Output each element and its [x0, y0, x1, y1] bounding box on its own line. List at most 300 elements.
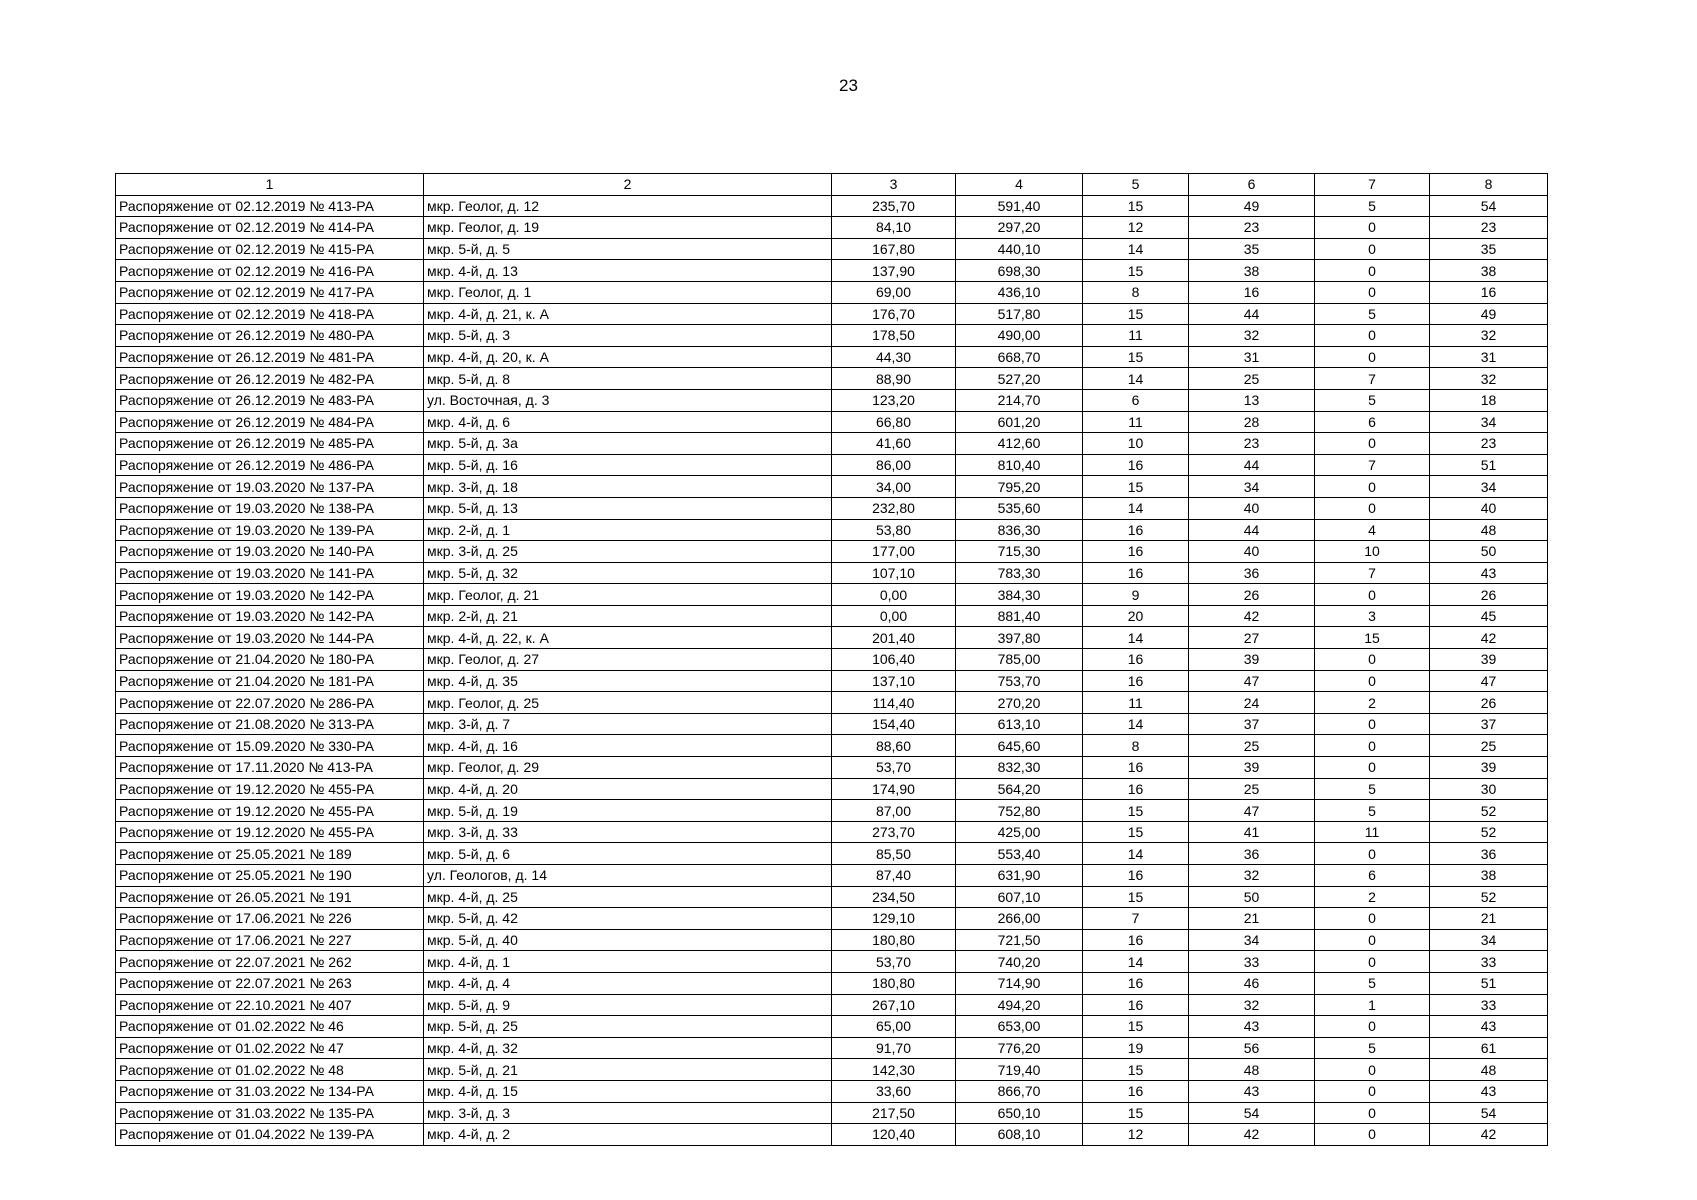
value-cell: 668,70 [956, 346, 1083, 368]
value-cell: 34 [1430, 411, 1548, 433]
table-row [116, 692, 1548, 714]
value-cell: 47 [1430, 670, 1548, 692]
order-cell: Распоряжение от 02.12.2019 № 414-РА [116, 217, 424, 239]
value-cell: 42 [1430, 1124, 1548, 1146]
value-cell: 234,50 [832, 886, 956, 908]
value-cell: 7 [1083, 908, 1189, 930]
table-row [116, 951, 1548, 973]
address-cell: мкр. 5-й, д. 25 [424, 1016, 832, 1038]
table-row [116, 217, 1548, 239]
order-cell: Распоряжение от 19.03.2020 № 144-РА [116, 627, 424, 649]
value-cell: 9 [1083, 584, 1189, 606]
address-cell: мкр. Геолог, д. 29 [424, 757, 832, 779]
value-cell: 54 [1430, 1102, 1548, 1124]
value-cell: 41 [1189, 821, 1315, 843]
value-cell: 36 [1430, 843, 1548, 865]
value-cell: 14 [1083, 713, 1189, 735]
value-cell: 776,20 [956, 1037, 1083, 1059]
value-cell: 36 [1189, 562, 1315, 584]
value-cell: 35 [1430, 238, 1548, 260]
value-cell: 783,30 [956, 562, 1083, 584]
value-cell: 91,70 [832, 1037, 956, 1059]
order-cell: Распоряжение от 19.12.2020 № 455-РА [116, 821, 424, 843]
address-cell: мкр. 5-й, д. 8 [424, 368, 832, 390]
value-cell: 0 [1315, 476, 1430, 498]
table-row [116, 195, 1548, 217]
value-cell: 232,80 [832, 497, 956, 519]
value-cell: 35 [1189, 238, 1315, 260]
value-cell: 19 [1083, 1037, 1189, 1059]
value-cell: 6 [1315, 865, 1430, 887]
value-cell: 48 [1430, 1059, 1548, 1081]
address-cell: мкр. 4-й, д. 13 [424, 260, 832, 282]
value-cell: 37 [1430, 713, 1548, 735]
order-cell: Распоряжение от 19.03.2020 № 142-РА [116, 584, 424, 606]
value-cell: 715,30 [956, 541, 1083, 563]
table-row [116, 519, 1548, 541]
value-cell: 6 [1083, 389, 1189, 411]
value-cell: 0 [1315, 1124, 1430, 1146]
table-row [116, 389, 1548, 411]
column-header: 4 [956, 174, 1083, 196]
value-cell: 180,80 [832, 929, 956, 951]
value-cell: 34,00 [832, 476, 956, 498]
value-cell: 23 [1189, 217, 1315, 239]
value-cell: 10 [1083, 433, 1189, 455]
value-cell: 42 [1189, 605, 1315, 627]
value-cell: 0 [1315, 843, 1430, 865]
address-cell: мкр. 5-й, д. 19 [424, 800, 832, 822]
value-cell: 591,40 [956, 195, 1083, 217]
address-cell: мкр. 4-й, д. 32 [424, 1037, 832, 1059]
table-row [116, 1124, 1548, 1146]
value-cell: 114,40 [832, 692, 956, 714]
address-cell: мкр. 4-й, д. 1 [424, 951, 832, 973]
value-cell: 87,40 [832, 865, 956, 887]
value-cell: 15 [1083, 1102, 1189, 1124]
order-cell: Распоряжение от 26.12.2019 № 481-РА [116, 346, 424, 368]
value-cell: 2 [1315, 886, 1430, 908]
value-cell: 721,50 [956, 929, 1083, 951]
column-header: 5 [1083, 174, 1189, 196]
table-row [116, 713, 1548, 735]
value-cell: 21 [1430, 908, 1548, 930]
value-cell: 31 [1189, 346, 1315, 368]
value-cell: 25 [1189, 778, 1315, 800]
value-cell: 50 [1189, 886, 1315, 908]
value-cell: 490,00 [956, 325, 1083, 347]
table-row [116, 411, 1548, 433]
value-cell: 16 [1083, 994, 1189, 1016]
address-cell: мкр. 3-й, д. 25 [424, 541, 832, 563]
address-cell: мкр. 3-й, д. 18 [424, 476, 832, 498]
table-row [116, 627, 1548, 649]
value-cell: 167,80 [832, 238, 956, 260]
table-row [116, 649, 1548, 671]
value-cell: 810,40 [956, 454, 1083, 476]
value-cell: 36 [1189, 843, 1315, 865]
value-cell: 107,10 [832, 562, 956, 584]
value-cell: 5 [1315, 195, 1430, 217]
value-cell: 34 [1189, 929, 1315, 951]
value-cell: 43 [1189, 1016, 1315, 1038]
value-cell: 0 [1315, 1016, 1430, 1038]
value-cell: 39 [1430, 649, 1548, 671]
column-header: 2 [424, 174, 832, 196]
value-cell: 0 [1315, 497, 1430, 519]
value-cell: 44,30 [832, 346, 956, 368]
value-cell: 8 [1083, 281, 1189, 303]
value-cell: 15 [1083, 476, 1189, 498]
table-row [116, 929, 1548, 951]
value-cell: 16 [1083, 541, 1189, 563]
value-cell: 41,60 [832, 433, 956, 455]
order-cell: Распоряжение от 26.12.2019 № 480-РА [116, 325, 424, 347]
value-cell: 645,60 [956, 735, 1083, 757]
value-cell: 27 [1189, 627, 1315, 649]
value-cell: 0 [1315, 713, 1430, 735]
address-cell: мкр. 4-й, д. 16 [424, 735, 832, 757]
order-cell: Распоряжение от 01.02.2022 № 47 [116, 1037, 424, 1059]
column-header: 7 [1315, 174, 1430, 196]
value-cell: 32 [1189, 865, 1315, 887]
column-header: 8 [1430, 174, 1548, 196]
value-cell: 14 [1083, 368, 1189, 390]
address-cell: мкр. Геолог, д. 27 [424, 649, 832, 671]
value-cell: 13 [1189, 389, 1315, 411]
order-cell: Распоряжение от 02.12.2019 № 415-РА [116, 238, 424, 260]
value-cell: 43 [1430, 562, 1548, 584]
value-cell: 412,60 [956, 433, 1083, 455]
address-cell: мкр. 3-й, д. 33 [424, 821, 832, 843]
value-cell: 14 [1083, 951, 1189, 973]
value-cell: 56 [1189, 1037, 1315, 1059]
value-cell: 0 [1315, 1102, 1430, 1124]
value-cell: 6 [1315, 411, 1430, 433]
value-cell: 33 [1189, 951, 1315, 973]
value-cell: 43 [1430, 1016, 1548, 1038]
address-cell: мкр. 5-й, д. 5 [424, 238, 832, 260]
value-cell: 33 [1430, 951, 1548, 973]
value-cell: 425,00 [956, 821, 1083, 843]
value-cell: 48 [1430, 519, 1548, 541]
value-cell: 0 [1315, 908, 1430, 930]
value-cell: 494,20 [956, 994, 1083, 1016]
value-cell: 832,30 [956, 757, 1083, 779]
value-cell: 0 [1315, 649, 1430, 671]
table-row [116, 972, 1548, 994]
value-cell: 31 [1430, 346, 1548, 368]
table-row [116, 1037, 1548, 1059]
value-cell: 16 [1083, 454, 1189, 476]
table-row [116, 735, 1548, 757]
value-cell: 42 [1430, 627, 1548, 649]
value-cell: 0 [1315, 325, 1430, 347]
table-row [116, 865, 1548, 887]
value-cell: 553,40 [956, 843, 1083, 865]
order-cell: Распоряжение от 02.12.2019 № 416-РА [116, 260, 424, 282]
value-cell: 39 [1430, 757, 1548, 779]
value-cell: 719,40 [956, 1059, 1083, 1081]
value-cell: 32 [1189, 994, 1315, 1016]
order-cell: Распоряжение от 02.12.2019 № 417-РА [116, 281, 424, 303]
order-cell: Распоряжение от 26.05.2021 № 191 [116, 886, 424, 908]
table-row [116, 497, 1548, 519]
value-cell: 34 [1430, 476, 1548, 498]
value-cell: 177,00 [832, 541, 956, 563]
table-row [116, 1059, 1548, 1081]
address-cell: мкр. 5-й, д. 3а [424, 433, 832, 455]
value-cell: 25 [1189, 735, 1315, 757]
value-cell: 5 [1315, 800, 1430, 822]
value-cell: 440,10 [956, 238, 1083, 260]
value-cell: 42 [1189, 1124, 1315, 1146]
value-cell: 0 [1315, 1080, 1430, 1102]
value-cell: 15 [1083, 886, 1189, 908]
value-cell: 87,00 [832, 800, 956, 822]
value-cell: 866,70 [956, 1080, 1083, 1102]
value-cell: 8 [1083, 735, 1189, 757]
value-cell: 15 [1083, 821, 1189, 843]
value-cell: 137,10 [832, 670, 956, 692]
value-cell: 235,70 [832, 195, 956, 217]
value-cell: 61 [1430, 1037, 1548, 1059]
value-cell: 7 [1315, 454, 1430, 476]
order-cell: Распоряжение от 22.07.2021 № 262 [116, 951, 424, 973]
address-cell: мкр. 4-й, д. 21, к. А [424, 303, 832, 325]
value-cell: 16 [1083, 562, 1189, 584]
address-cell: мкр. 4-й, д. 22, к. А [424, 627, 832, 649]
value-cell: 45 [1430, 605, 1548, 627]
value-cell: 217,50 [832, 1102, 956, 1124]
value-cell: 270,20 [956, 692, 1083, 714]
value-cell: 5 [1315, 778, 1430, 800]
value-cell: 39 [1189, 649, 1315, 671]
order-cell: Распоряжение от 15.09.2020 № 330-РА [116, 735, 424, 757]
value-cell: 85,50 [832, 843, 956, 865]
order-cell: Распоряжение от 01.04.2022 № 139-РА [116, 1124, 424, 1146]
value-cell: 25 [1189, 368, 1315, 390]
address-cell: мкр. 4-й, д. 6 [424, 411, 832, 433]
address-cell: мкр. 4-й, д. 4 [424, 972, 832, 994]
address-cell: мкр. 5-й, д. 16 [424, 454, 832, 476]
value-cell: 10 [1315, 541, 1430, 563]
address-cell: мкр. Геолог, д. 21 [424, 584, 832, 606]
address-cell: ул. Восточная, д. 3 [424, 389, 832, 411]
value-cell: 88,90 [832, 368, 956, 390]
table-row [116, 886, 1548, 908]
address-cell: мкр. 5-й, д. 42 [424, 908, 832, 930]
value-cell: 53,70 [832, 951, 956, 973]
value-cell: 753,70 [956, 670, 1083, 692]
value-cell: 44 [1189, 303, 1315, 325]
value-cell: 0 [1315, 433, 1430, 455]
value-cell: 86,00 [832, 454, 956, 476]
value-cell: 39 [1189, 757, 1315, 779]
order-cell: Распоряжение от 19.03.2020 № 137-РА [116, 476, 424, 498]
order-cell: Распоряжение от 17.11.2020 № 413-РА [116, 757, 424, 779]
value-cell: 5 [1315, 389, 1430, 411]
address-cell: мкр. 4-й, д. 20, к. А [424, 346, 832, 368]
value-cell: 608,10 [956, 1124, 1083, 1146]
value-cell: 40 [1189, 497, 1315, 519]
value-cell: 37 [1189, 713, 1315, 735]
address-cell: мкр. 5-й, д. 6 [424, 843, 832, 865]
value-cell: 176,70 [832, 303, 956, 325]
value-cell: 0 [1315, 1059, 1430, 1081]
value-cell: 16 [1083, 519, 1189, 541]
value-cell: 40 [1430, 497, 1548, 519]
address-cell: мкр. 4-й, д. 20 [424, 778, 832, 800]
value-cell: 174,90 [832, 778, 956, 800]
value-cell: 52 [1430, 800, 1548, 822]
value-cell: 4 [1315, 519, 1430, 541]
value-cell: 631,90 [956, 865, 1083, 887]
value-cell: 12 [1083, 1124, 1189, 1146]
address-cell: мкр. 5-й, д. 32 [424, 562, 832, 584]
table-row [116, 994, 1548, 1016]
order-cell: Распоряжение от 01.02.2022 № 46 [116, 1016, 424, 1038]
table-row [116, 908, 1548, 930]
value-cell: 106,40 [832, 649, 956, 671]
value-cell: 26 [1430, 692, 1548, 714]
order-cell: Распоряжение от 22.10.2021 № 407 [116, 994, 424, 1016]
address-cell: мкр. 3-й, д. 3 [424, 1102, 832, 1124]
address-cell: мкр. 5-й, д. 40 [424, 929, 832, 951]
value-cell: 0,00 [832, 584, 956, 606]
value-cell: 47 [1189, 800, 1315, 822]
value-cell: 33,60 [832, 1080, 956, 1102]
value-cell: 53,80 [832, 519, 956, 541]
value-cell: 397,80 [956, 627, 1083, 649]
value-cell: 0,00 [832, 605, 956, 627]
value-cell: 38 [1189, 260, 1315, 282]
address-cell: мкр. Геолог, д. 1 [424, 281, 832, 303]
value-cell: 129,10 [832, 908, 956, 930]
value-cell: 24 [1189, 692, 1315, 714]
value-cell: 698,30 [956, 260, 1083, 282]
order-cell: Распоряжение от 22.07.2020 № 286-РА [116, 692, 424, 714]
order-cell: Распоряжение от 19.12.2020 № 455-РА [116, 800, 424, 822]
value-cell: 527,20 [956, 368, 1083, 390]
value-cell: 795,20 [956, 476, 1083, 498]
value-cell: 137,90 [832, 260, 956, 282]
value-cell: 11 [1083, 325, 1189, 347]
value-cell: 23 [1430, 217, 1548, 239]
value-cell: 49 [1189, 195, 1315, 217]
value-cell: 881,40 [956, 605, 1083, 627]
value-cell: 23 [1189, 433, 1315, 455]
value-cell: 20 [1083, 605, 1189, 627]
value-cell: 49 [1430, 303, 1548, 325]
value-cell: 53,70 [832, 757, 956, 779]
order-cell: Распоряжение от 17.06.2021 № 226 [116, 908, 424, 930]
value-cell: 14 [1083, 843, 1189, 865]
value-cell: 613,10 [956, 713, 1083, 735]
value-cell: 607,10 [956, 886, 1083, 908]
value-cell: 2 [1315, 692, 1430, 714]
value-cell: 0 [1315, 281, 1430, 303]
table-body [116, 195, 1548, 1145]
value-cell: 201,40 [832, 627, 956, 649]
value-cell: 16 [1083, 778, 1189, 800]
order-cell: Распоряжение от 26.12.2019 № 485-РА [116, 433, 424, 455]
order-cell: Распоряжение от 22.07.2021 № 263 [116, 972, 424, 994]
table-row [116, 325, 1548, 347]
table-row [116, 1016, 1548, 1038]
value-cell: 740,20 [956, 951, 1083, 973]
address-cell: мкр. Геолог, д. 12 [424, 195, 832, 217]
value-cell: 15 [1083, 800, 1189, 822]
value-cell: 714,90 [956, 972, 1083, 994]
value-cell: 25 [1430, 735, 1548, 757]
value-cell: 16 [1189, 281, 1315, 303]
value-cell: 16 [1083, 972, 1189, 994]
address-cell: мкр. Геолог, д. 19 [424, 217, 832, 239]
value-cell: 752,80 [956, 800, 1083, 822]
value-cell: 16 [1083, 757, 1189, 779]
value-cell: 26 [1430, 584, 1548, 606]
value-cell: 785,00 [956, 649, 1083, 671]
value-cell: 273,70 [832, 821, 956, 843]
value-cell: 142,30 [832, 1059, 956, 1081]
address-cell: мкр. 5-й, д. 21 [424, 1059, 832, 1081]
table-row [116, 238, 1548, 260]
address-cell: мкр. 4-й, д. 15 [424, 1080, 832, 1102]
value-cell: 50 [1430, 541, 1548, 563]
table-row [116, 1080, 1548, 1102]
value-cell: 16 [1430, 281, 1548, 303]
address-cell: мкр. Геолог, д. 25 [424, 692, 832, 714]
order-cell: Распоряжение от 01.02.2022 № 48 [116, 1059, 424, 1081]
value-cell: 0 [1315, 929, 1430, 951]
value-cell: 564,20 [956, 778, 1083, 800]
value-cell: 0 [1315, 238, 1430, 260]
order-cell: Распоряжение от 31.03.2022 № 134-РА [116, 1080, 424, 1102]
value-cell: 32 [1430, 325, 1548, 347]
address-cell: мкр. 5-й, д. 13 [424, 497, 832, 519]
table-row [116, 368, 1548, 390]
value-cell: 43 [1430, 1080, 1548, 1102]
address-cell: мкр. 4-й, д. 2 [424, 1124, 832, 1146]
table-row [116, 584, 1548, 606]
value-cell: 436,10 [956, 281, 1083, 303]
value-cell: 66,80 [832, 411, 956, 433]
value-cell: 18 [1430, 389, 1548, 411]
table-row [116, 800, 1548, 822]
order-cell: Распоряжение от 25.05.2021 № 189 [116, 843, 424, 865]
table-row [116, 454, 1548, 476]
value-cell: 0 [1315, 951, 1430, 973]
value-cell: 0 [1315, 260, 1430, 282]
value-cell: 28 [1189, 411, 1315, 433]
value-cell: 16 [1083, 670, 1189, 692]
value-cell: 15 [1083, 260, 1189, 282]
table-row [116, 346, 1548, 368]
table-row [116, 260, 1548, 282]
order-cell: Распоряжение от 26.12.2019 № 482-РА [116, 368, 424, 390]
value-cell: 180,80 [832, 972, 956, 994]
value-cell: 40 [1189, 541, 1315, 563]
order-cell: Распоряжение от 21.08.2020 № 313-РА [116, 713, 424, 735]
order-cell: Распоряжение от 21.04.2020 № 181-РА [116, 670, 424, 692]
value-cell: 601,20 [956, 411, 1083, 433]
value-cell: 7 [1315, 562, 1430, 584]
value-cell: 836,30 [956, 519, 1083, 541]
value-cell: 15 [1083, 195, 1189, 217]
order-cell: Распоряжение от 19.03.2020 № 142-РА [116, 605, 424, 627]
table-row [116, 281, 1548, 303]
